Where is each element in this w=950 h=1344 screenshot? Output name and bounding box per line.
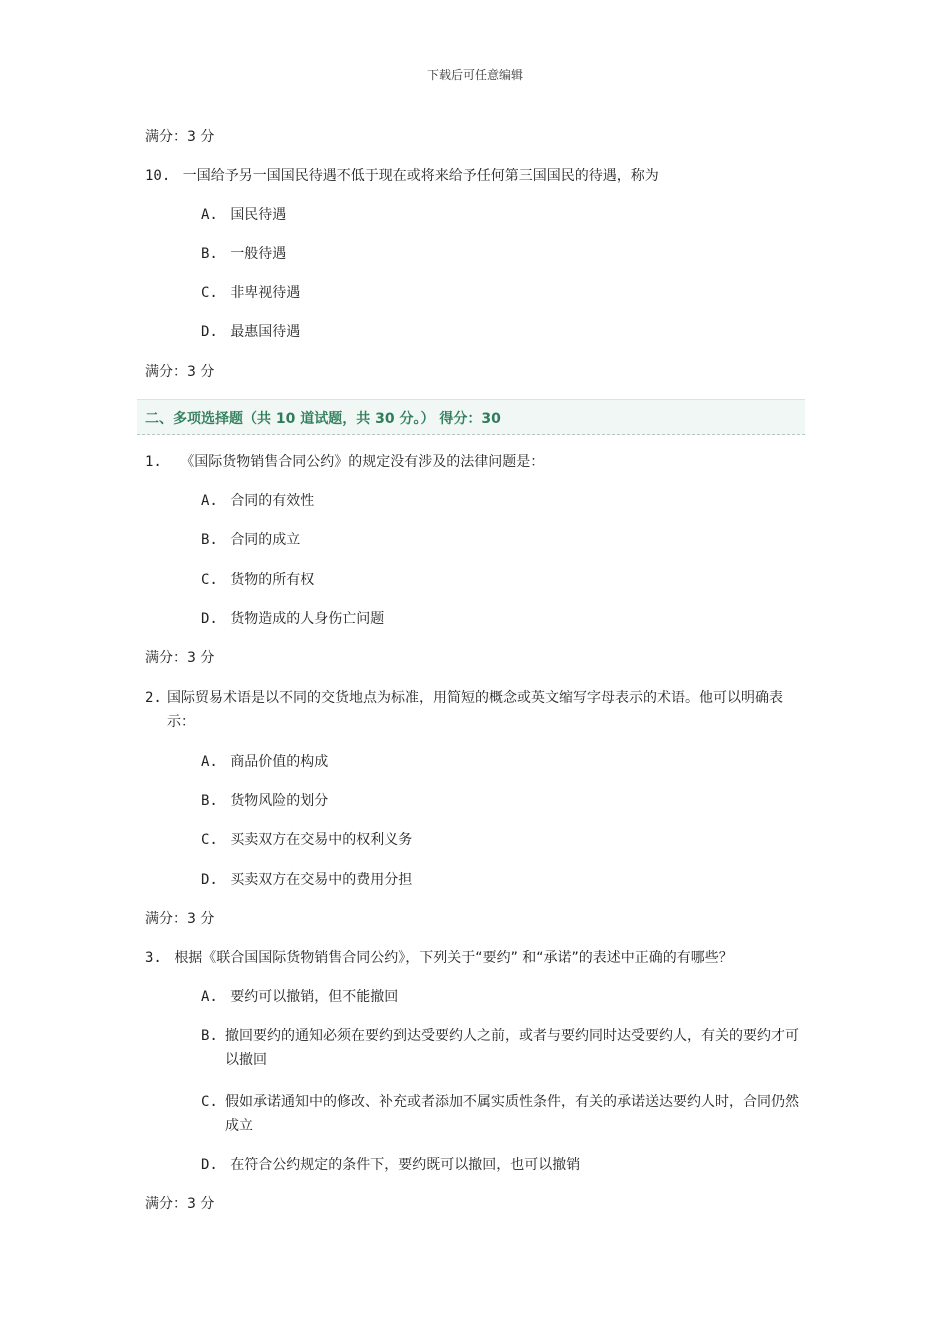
option-letter: C. [201, 572, 218, 588]
score-label: 满分：3 分 [145, 364, 215, 380]
option-text: 撤回要约的通知必须在要约到达受要约人之前，或者与要约同时达受要约人，有关的要约才可以撤回 [225, 1028, 799, 1068]
option-text: 非卑视待遇 [230, 285, 301, 301]
option-a [201, 752, 328, 772]
option-letter: C. [201, 1094, 218, 1110]
question-text: 国际贸易术语是以不同的交货地点为标准，用简短的概念或英文缩写字母表示的术语。他可以明确表示： [167, 690, 783, 730]
score-label: 满分：3 分 [145, 1196, 215, 1212]
option-b [201, 1024, 806, 1072]
option-text: 在符合公约规定的条件下，要约既可以撤回，也可以撤销 [230, 1157, 581, 1173]
header-note: 下载后可任意编辑 [426, 68, 523, 82]
option-a [201, 491, 314, 511]
option-a [201, 205, 286, 225]
option-letter: D. [201, 611, 218, 627]
question-10 [145, 166, 659, 186]
question-2 [145, 686, 805, 734]
option-a [201, 987, 398, 1007]
question-3 [145, 948, 733, 968]
option-text: 合同的成立 [230, 532, 301, 548]
option-text: 国民待遇 [230, 207, 287, 223]
option-c [201, 1090, 806, 1138]
option-letter: A. [201, 493, 218, 509]
option-text: 货物造成的人身伤亡问题 [230, 611, 385, 627]
question-text: 根据《联合国国际货物销售合同公约》，下列关于“要约” 和“承诺”的表述中正确的有哪些？ [174, 950, 733, 966]
option-b [201, 244, 286, 264]
option-text: 最惠国待遇 [230, 324, 301, 340]
option-c [201, 283, 300, 303]
option-letter: A. [201, 207, 218, 223]
option-text: 假如承诺通知中的修改、补充或者添加不属实质性条件，有关的承诺送达要约人时，合同仍然成立 [225, 1094, 799, 1134]
option-d [201, 870, 412, 890]
question-text: 一国给予另一国国民待遇不低于现在或将来给予任何第三国国民的待遇，称为 [182, 168, 659, 184]
option-text: 一般待遇 [230, 246, 287, 262]
score-label: 满分：3 分 [145, 650, 215, 666]
question-number: 1. [145, 454, 162, 470]
option-letter: B. [201, 793, 218, 809]
option-letter: D. [201, 324, 218, 340]
question-text: 《国际货物销售合同公约》的规定没有涉及的法律问题是： [180, 454, 545, 470]
section-title: 二、多项选择题（共 10 道试题，共 30 分。） 得分：30 [145, 411, 501, 427]
question-number: 2. [145, 690, 162, 706]
option-text: 货物的所有权 [230, 572, 315, 588]
option-letter: D. [201, 1157, 218, 1173]
option-text: 货物风险的划分 [230, 793, 329, 809]
option-b [201, 791, 328, 811]
option-text: 合同的有效性 [230, 493, 315, 509]
option-letter: B. [201, 532, 218, 548]
option-d [201, 1155, 580, 1175]
section-header [137, 399, 805, 435]
option-c [201, 830, 412, 850]
score-label: 满分：3 分 [145, 911, 215, 927]
option-letter: B. [201, 1028, 218, 1044]
option-letter: A. [201, 754, 218, 770]
score-label: 满分：3 分 [145, 129, 215, 145]
option-c [201, 570, 314, 590]
option-text: 买卖双方在交易中的权利义务 [230, 832, 413, 848]
option-b [201, 530, 300, 550]
option-letter: C. [201, 285, 218, 301]
option-letter: A. [201, 989, 218, 1005]
option-text: 要约可以撤销，但不能撤回 [230, 989, 399, 1005]
question-number: 3. [145, 950, 162, 966]
option-text: 买卖双方在交易中的费用分担 [230, 872, 413, 888]
question-1 [145, 452, 544, 472]
option-letter: D. [201, 872, 218, 888]
option-letter: B. [201, 246, 218, 262]
option-text: 商品价值的构成 [230, 754, 329, 770]
option-d [201, 609, 384, 629]
option-letter: C. [201, 832, 218, 848]
option-d [201, 322, 300, 342]
question-number: 10. [145, 168, 171, 184]
